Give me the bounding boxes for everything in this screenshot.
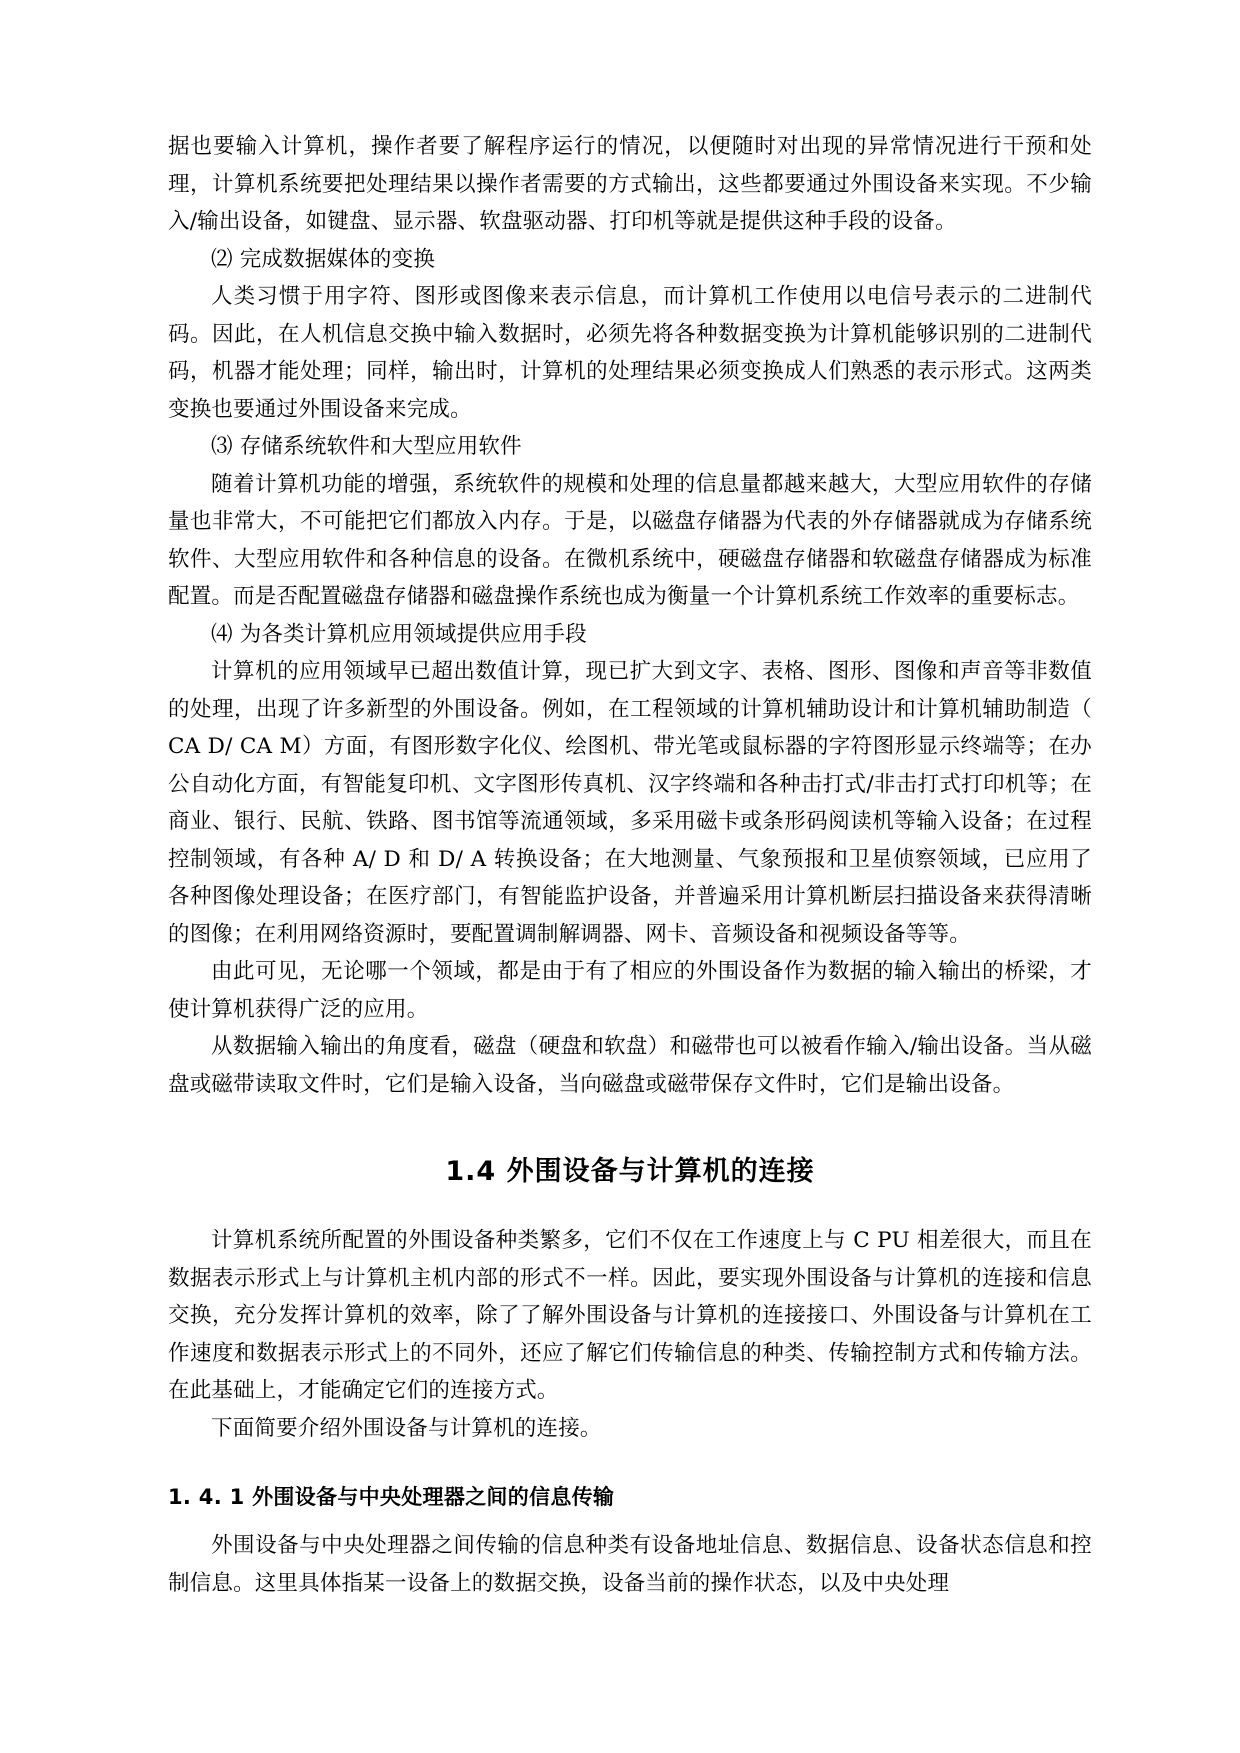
paragraph: 据也要输入计算机，操作者要了解程序运行的情况，以便随时对出现的异常情况进行干预和处理，计算机系统要把处理结果以操作者需要的方式输出，这些都要通过外围设备来实现。不少输入/输出设备，如键盘、显示器、软盘驱动器、打印机等就是提供这种手段的设备。 [168, 134, 1092, 234]
paragraph: 计算机的应用领域早已超出数值计算，现已扩大到文字、表格、图形、图像和声音等非数值的处理，出现了许多新型的外围设备。例如，在工程领域的计算机辅助设计和计算机辅助制造（ CA D/ CA M）方面，有图形数字化仪、绘图机、带光笔或鼠标器的字符图形显示终端等；在办公自动化方面，有智能复印机、文字图形传真机、汉字终端和各种击打式/非击打式打印机等；在商业、银行、民航、铁路、图书馆等流通领域，多采用磁卡或条形码阅读机等输入设备；在过程控制领域，有各种 A/ D 和 D/ A 转换设备；在大地测量、气象预报和卫星侦察领域，已应用了各种图像处理设备；在医疗部门，有智能监护设备，并普遍采用计算机断层扫描设备来获得清晰的图像；在利用网络资源时，要配置调制解调器、网卡、音频设备和视频设备等等。 [168, 659, 1092, 947]
paragraph: 随着计算机功能的增强，系统软件的规模和处理的信息量都越来越大，大型应用软件的存储量也非常大，不可能把它们都放入内存。于是，以磁盘存储器为代表的外存储器就成为存储系统软件、大型应用软件和各种信息的设备。在微机系统中，硬磁盘存储器和软磁盘存储器成为标准配置。而是否配置磁盘存储器和磁盘操作系统也成为衡量一个计算机系统工作效率的重要标志。 [168, 471, 1092, 609]
paragraph: 外围设备与中央处理器之间传输的信息种类有设备地址信息、数据信息、设备状态信息和控制信息。这里具体指某一设备上的数据交换，设备当前的操作状态，以及中央处理 [168, 1533, 1092, 1596]
paragraph: 由此可见，无论哪一个领域，都是由于有了相应的外围设备作为数据的输入输出的桥梁，才使计算机获得广泛的应用。 [168, 959, 1092, 1022]
paragraph: ⑷ 为各类计算机应用领域提供应用手段 [211, 621, 587, 647]
paragraph: 从数据输入输出的角度看，磁盘（硬盘和软盘）和磁带也可以被看作输入/输出设备。当从磁盘或磁带读取文件时，它们是输入设备，当向磁盘或磁带保存文件时，它们是输出设备。 [168, 1034, 1092, 1097]
section-heading: 1.4 外围设备与计算机的连接 [445, 1156, 815, 1187]
paragraph: ⑵ 完成数据媒体的变换 [211, 246, 436, 272]
paragraph: 人类习惯于用字符、图形或图像来表示信息，而计算机工作使用以电信号表示的二进制代码。因此，在人机信息交换中输入数据时，必须先将各种数据变换为计算机能够识别的二进制代码，机器才能处理；同样，输出时，计算机的处理结果必须变换成人们熟悉的表示形式。这两类变换也要通过外围设备来完成。 [168, 284, 1092, 422]
paragraph: 计算机系统所配置的外围设备种类繁多，它们不仅在工作速度上与 C PU 相差很大，而且在数据表示形式上与计算机主机内部的形式不一样。因此，要实现外围设备与计算机的连接和信息交换，充分发挥计算机的效率，除了了解外围设备与计算机的连接接口、外围设备与计算机在工作速度和数据表示形式上的不同外，还应了解它们传输信息的种类、传输控制方式和传输方法。在此基础上，才能确定它们的连接方式。 [168, 1228, 1092, 1403]
subsection-heading: 1. 4. 1 外围设备与中央处理器之间的信息传输 [168, 1485, 615, 1509]
paragraph: 下面简要介绍外围设备与计算机的连接。 [211, 1415, 602, 1441]
paragraph: ⑶ 存储系统软件和大型应用软件 [211, 434, 522, 459]
